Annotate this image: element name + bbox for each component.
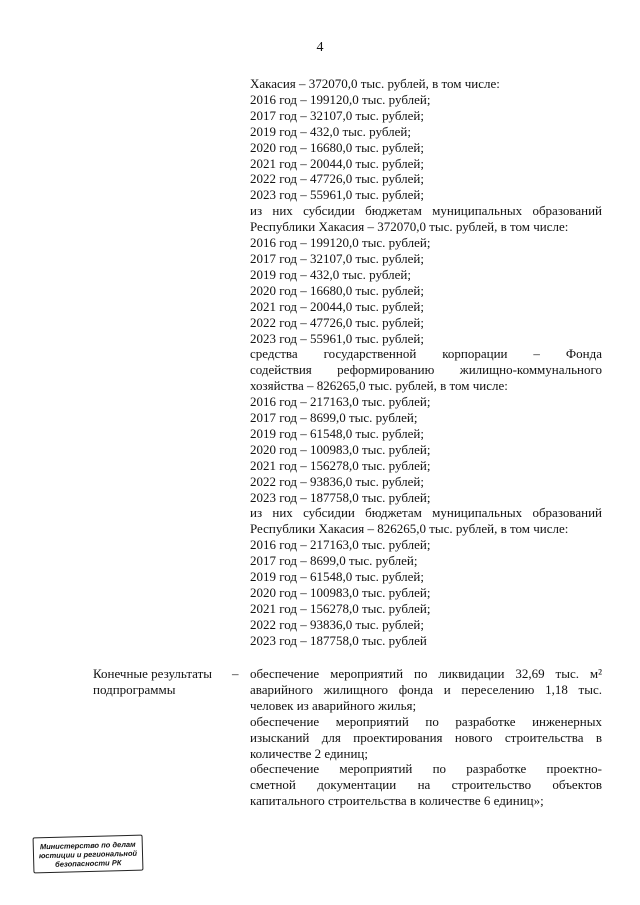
results-line: количестве 2 единиц; <box>250 745 368 761</box>
funding-sources-text <box>250 76 602 649</box>
funding-line: 2021 год – 20044,0 тыс. рублей; <box>250 155 424 171</box>
results-line: человек из аварийного жилья; <box>250 697 417 713</box>
funding-line: 2022 год – 93836,0 тыс. рублей; <box>250 473 424 489</box>
funding-line: 2019 год – 432,0 тыс. рублей; <box>250 266 411 282</box>
results-dash: – <box>232 666 239 681</box>
results-label-line-2: подпрограммы <box>93 681 176 697</box>
results-line: капитального строительства в количестве 6 единиц»; <box>250 793 544 809</box>
funding-line: 2017 год – 32107,0 тыс. рублей; <box>250 250 424 266</box>
funding-line: хозяйства – 826265,0 тыс. рублей, в том числе: <box>250 378 508 394</box>
funding-line: 2023 год – 187758,0 тыс. рублей <box>250 632 427 648</box>
funding-line: 2017 год – 32107,0 тыс. рублей; <box>250 107 424 123</box>
funding-line: 2020 год – 16680,0 тыс. рублей; <box>250 282 424 298</box>
funding-line: 2020 год – 16680,0 тыс. рублей; <box>250 139 424 155</box>
results-line: аварийного жилищного фонда и переселению 1,18 тыс. <box>250 681 602 697</box>
funding-line: 2022 год – 47726,0 тыс. рублей; <box>250 314 424 330</box>
results-line: обеспечение мероприятий по ликвидации 32,69 тыс. м² <box>250 666 602 681</box>
results-label-line-1: Конечные результаты <box>93 666 213 681</box>
funding-line: из них субсидии бюджетам муниципальных образований <box>250 203 602 219</box>
funding-line: 2017 год – 8699,0 тыс. рублей; <box>250 553 418 569</box>
funding-line: 2023 год – 55961,0 тыс. рублей; <box>250 330 424 346</box>
funding-line: средства государственной корпорации – Фонда <box>250 346 602 362</box>
funding-line: 2021 год – 156278,0 тыс. рублей; <box>250 600 431 616</box>
funding-line: 2016 год – 217163,0 тыс. рублей; <box>250 394 431 410</box>
funding-line: содействия реформированию жилищно-коммунального <box>250 362 602 378</box>
funding-line: 2016 год – 199120,0 тыс. рублей; <box>250 91 431 107</box>
funding-line: 2022 год – 93836,0 тыс. рублей; <box>250 616 424 632</box>
funding-line: 2016 год – 217163,0 тыс. рублей; <box>250 537 431 553</box>
funding-line: 2017 год – 8699,0 тыс. рублей; <box>250 410 418 426</box>
ministry-stamp <box>33 835 144 874</box>
funding-line: 2019 год – 61548,0 тыс. рублей; <box>250 425 424 441</box>
funding-line: 2019 год – 432,0 тыс. рублей; <box>250 123 411 139</box>
funding-line: 2016 год – 199120,0 тыс. рублей; <box>250 235 431 251</box>
funding-line: 2023 год – 55961,0 тыс. рублей; <box>250 187 424 203</box>
stamp-line-2: юстиции и региональной <box>38 848 138 861</box>
results-label <box>93 666 243 698</box>
stamp-line-1: Министерство по делам <box>39 839 136 852</box>
funding-line: 2019 год – 61548,0 тыс. рублей; <box>250 569 424 585</box>
results-line: обеспечение мероприятий по разработке проектно- <box>250 761 602 777</box>
funding-line: 2022 год – 47726,0 тыс. рублей; <box>250 171 424 187</box>
funding-line: 2021 год – 20044,0 тыс. рублей; <box>250 298 424 314</box>
results-line: обеспечение мероприятий по разработке инженерных <box>250 713 602 729</box>
stamp-line-3: безопасности РК <box>55 858 122 869</box>
results-line: сметной документации на строительство объектов <box>250 777 602 793</box>
funding-line: 2023 год – 187758,0 тыс. рублей; <box>250 489 431 505</box>
results-line: изысканий для проектирования нового строительства в <box>250 729 602 745</box>
funding-line: Республики Хакасия – 372070,0 тыс. рублей, в том числе: <box>250 219 569 235</box>
funding-line: 2020 год – 100983,0 тыс. рублей; <box>250 585 431 600</box>
funding-line: Хакасия – 372070,0 тыс. рублей, в том числе: <box>250 76 500 91</box>
results-text <box>250 666 602 809</box>
funding-line: Республики Хакасия – 826265,0 тыс. рублей, в том числе: <box>250 521 569 537</box>
funding-line: 2020 год – 100983,0 тыс. рублей; <box>250 441 431 457</box>
funding-line: из них субсидии бюджетам муниципальных образований <box>250 505 602 521</box>
page-number: 4 <box>316 40 324 55</box>
funding-line: 2021 год – 156278,0 тыс. рублей; <box>250 457 431 473</box>
